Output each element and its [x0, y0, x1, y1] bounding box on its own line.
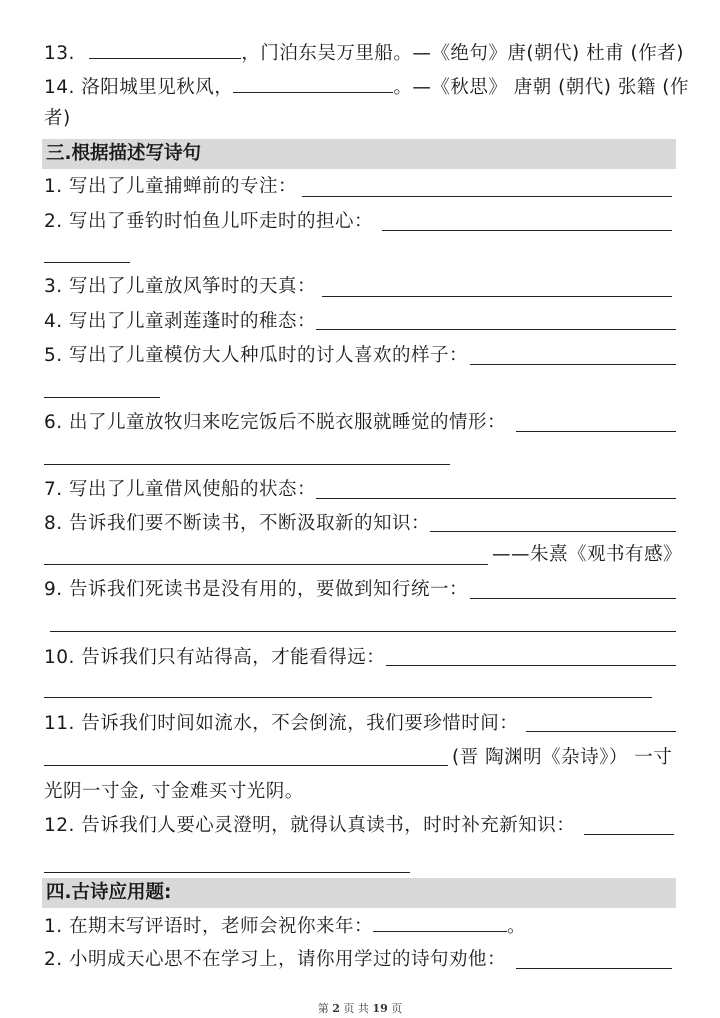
- s3-item-12: 12. 告诉我们人要心灵澄明，就得认真读书，时时补充新知识：: [44, 815, 576, 836]
- answer-line-s3-12b[interactable]: [44, 872, 410, 873]
- question-14-text: 。—《秋思》 唐朝 (朝代) 张籍 (作: [393, 77, 689, 98]
- q11-wrap: 光阴一寸金, 寸金难买寸光阴。: [44, 781, 304, 802]
- s3-item-1: 1. 写出了儿童捕蝉前的专注：: [44, 176, 298, 197]
- answer-line-s3-5b[interactable]: [44, 397, 160, 398]
- s4-item-1: [44, 913, 526, 940]
- s3-item-6: 6. 出了儿童放牧归来吃完饭后不脱衣服就睡觉的情形：: [44, 412, 507, 433]
- answer-line-s3-10[interactable]: [386, 665, 676, 666]
- s3-item-7: 7. 写出了儿童借风使船的状态：: [44, 479, 317, 500]
- question-14: [44, 74, 689, 101]
- answer-line-s3-9b[interactable]: [50, 631, 676, 632]
- footer-page-number: 2: [332, 1002, 340, 1015]
- answer-line-s3-11b[interactable]: [44, 765, 448, 766]
- answer-line-s3-6b[interactable]: [44, 464, 450, 465]
- section-3-header: 三.根据描述写诗句: [42, 139, 676, 169]
- s3-item-11: 11. 告诉我们时间如流水，不会倒流，我们要珍惜时间：: [44, 713, 519, 734]
- question-13-text: ，门泊东吴万里船。—《绝句》唐(朝代) 杜甫 (作者): [241, 43, 684, 64]
- answer-line-s3-11[interactable]: [526, 731, 676, 732]
- s3-item-3: 3. 写出了儿童放风筝时的天真：: [44, 276, 317, 297]
- answer-line-s3-4[interactable]: [316, 329, 676, 330]
- page-footer: [0, 1000, 720, 1016]
- answer-line-s3-12[interactable]: [584, 834, 674, 835]
- question-14-wrap: 者): [44, 108, 71, 129]
- q11-source: (晋 陶渊明《杂诗》） 一寸: [452, 747, 673, 768]
- s4-item-1-tail: 。: [507, 916, 527, 937]
- s3-item-5: 5. 写出了儿童模仿大人种瓜时的讨人喜欢的样子：: [44, 345, 469, 366]
- s3-item-2: 2. 写出了垂钓时怕鱼儿吓走时的担心：: [44, 211, 374, 232]
- answer-line-s3-8[interactable]: [430, 531, 676, 532]
- answer-line-s3-6[interactable]: [516, 431, 676, 432]
- q8-source: ——朱熹《观书有感》: [492, 544, 683, 565]
- question-13-number: 13.: [44, 43, 75, 64]
- answer-line-s3-9[interactable]: [470, 598, 676, 599]
- footer-mid: 页 共: [343, 1002, 369, 1015]
- answer-line-s3-1[interactable]: [302, 196, 672, 197]
- answer-line-s3-8b[interactable]: [44, 564, 488, 565]
- answer-line-s3-7[interactable]: [316, 498, 676, 499]
- answer-blank-13[interactable]: [89, 40, 241, 59]
- s3-item-9: 9. 告诉我们死读书是没有用的，要做到知行统一：: [44, 579, 469, 600]
- footer-post: 页: [391, 1002, 403, 1015]
- answer-line-s3-3[interactable]: [322, 296, 672, 297]
- question-13: [44, 40, 684, 67]
- answer-line-s3-5[interactable]: [470, 364, 676, 365]
- s3-item-8: 8. 告诉我们要不断读书，不断汲取新的知识：: [44, 513, 431, 534]
- answer-line-s3-2[interactable]: [382, 230, 672, 231]
- answer-line-s4-2[interactable]: [516, 968, 672, 969]
- answer-blank-14[interactable]: [233, 74, 393, 93]
- section-4-header: 四.古诗应用题:: [42, 878, 676, 908]
- s4-item-1-text: 1. 在期末写评语时，老师会祝你来年：: [44, 916, 374, 937]
- answer-line-s3-2b[interactable]: [44, 262, 130, 263]
- s4-item-2: 2. 小明成天心思不在学习上，请你用学过的诗句劝他：: [44, 949, 507, 970]
- s3-item-4: 4. 写出了儿童剥莲蓬时的稚态：: [44, 311, 317, 332]
- footer-pre: 第: [317, 1002, 329, 1015]
- s3-item-10: 10. 告诉我们只有站得高，才能看得远：: [44, 647, 386, 668]
- answer-line-s3-10b[interactable]: [44, 697, 652, 698]
- footer-total-pages: 19: [372, 1002, 388, 1015]
- question-14-start: 14. 洛阳城里见秋风，: [44, 77, 234, 98]
- answer-blank-s4-1[interactable]: [373, 913, 507, 932]
